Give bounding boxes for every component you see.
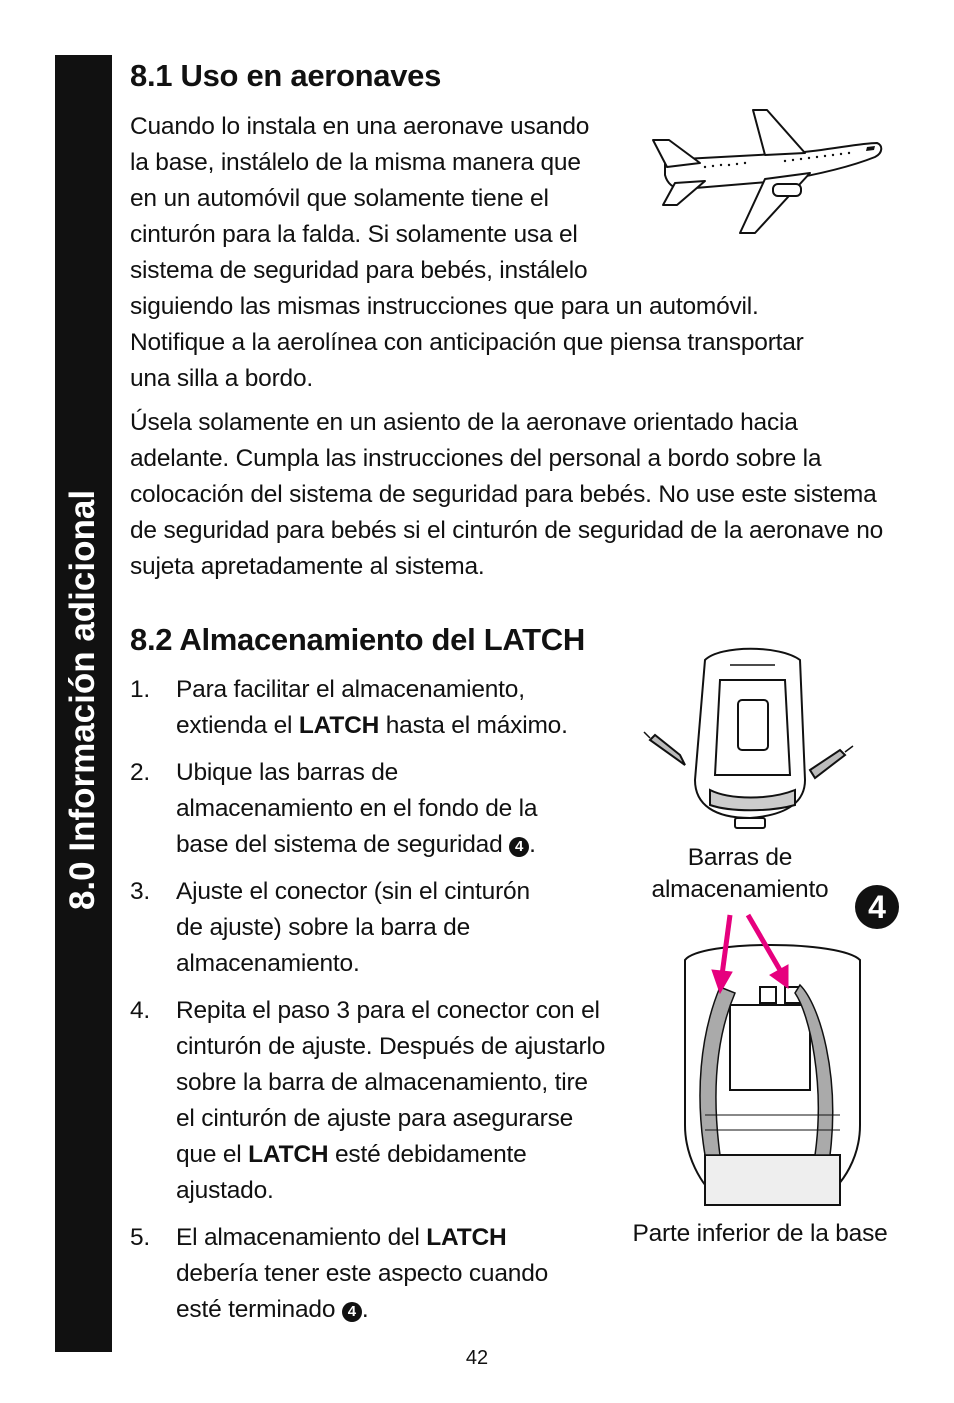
step-item [130, 874, 610, 982]
step-item [130, 755, 610, 863]
step-number: 5. [130, 1224, 151, 1251]
step-number: 1. [130, 676, 151, 703]
section-8-1-paragraph-2: Úsela solamente en un asiento de la aeronave orientado hacia adelante. Cumpla las instrucciones del personal a bordo sobre la colocación del sistema de seguridad para bebés. No use este sistema de seguridad para bebés si el cinturón de seguridad de la aeronave no sujeta apretadamente al sistema. [130, 409, 884, 580]
latch-steps-list [130, 672, 610, 1339]
step-item [130, 993, 610, 1209]
section-8-1-heading: 8.1 Uso en aeronaves [130, 58, 442, 93]
paragraph-line: Notifique a la aerolínea con anticipación que piensa transportar [130, 329, 804, 356]
step-text: Para facilitar el almacenamiento, extienda el LATCH hasta el máximo. [176, 676, 568, 739]
paragraph-line: la base, instálelo de la misma manera que [130, 149, 581, 176]
step-text: Ubique las barras de almacenamiento en el fondo de la base del sistema de seguridad 4 . [176, 759, 538, 858]
paragraph-line: en un automóvil que solamente tiene el [130, 185, 549, 212]
paragraph-line: sistema de seguridad para bebés, instálelo [130, 257, 588, 284]
step-text: El almacenamiento del LATCH debería tener este aspecto cuando esté terminado 4 . [176, 1224, 549, 1323]
caption-storage-bars: Barras de almacenamiento [651, 844, 829, 903]
step-number: 4. [130, 997, 151, 1024]
paragraph-line: una silla a bordo. [130, 365, 313, 392]
step-number: 3. [130, 878, 151, 905]
step-item [130, 1220, 610, 1328]
section-8-2-heading: 8.2 Almacenamiento del LATCH [130, 622, 585, 657]
base-top-illustration [640, 640, 860, 840]
figure-ref-badge: 4 [509, 837, 529, 857]
latch-bold: LATCH [426, 1224, 507, 1251]
paragraph-line: cinturón para la falda. Si solamente usa el [130, 221, 578, 248]
storage-bar-arrows [700, 905, 820, 995]
step-item [130, 672, 610, 744]
caption-base-bottom: Parte inferior de la base [632, 1220, 888, 1247]
sidebar-title: 8.0 Información adicional [63, 489, 102, 911]
latch-bold: LATCH [248, 1141, 329, 1168]
step-text: Ajuste el conector (sin el cinturón de ajuste) sobre la barra de almacenamiento. [176, 878, 530, 977]
step-text: Repita el paso 3 para el conector con el cinturón de ajuste. Después de ajustarlo sobre la barra de almacenamiento, tire el cinturón de ajuste para asegurarse que el LATCH esté debidamente ajustado. [176, 997, 606, 1204]
paragraph-line: Cuando lo instala en una aeronave usando [130, 113, 590, 140]
paragraph-line: siguiendo las mismas instrucciones que para un automóvil. [130, 293, 759, 320]
airplane-illustration [645, 105, 885, 245]
step-number: 2. [130, 759, 151, 786]
latch-bold: LATCH [298, 712, 380, 739]
figure-number-badge: 4 [855, 885, 899, 929]
page-number: 42 [465, 1347, 489, 1369]
figure-ref-badge: 4 [342, 1302, 362, 1322]
